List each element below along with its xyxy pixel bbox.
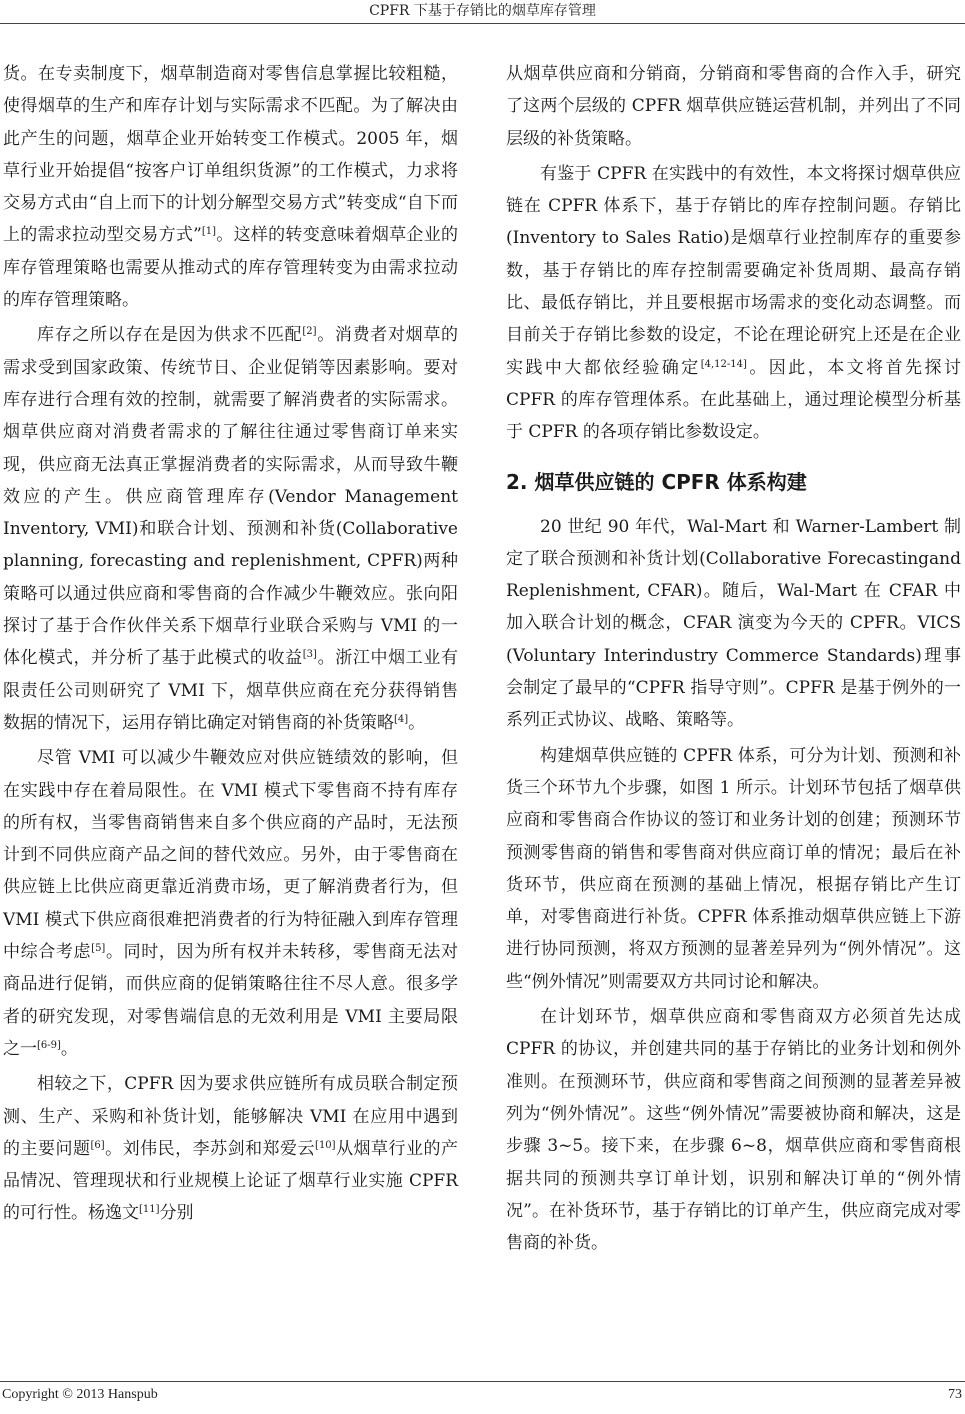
paragraph-vmi-limitations [3, 742, 458, 1065]
citation-ref: [4] [394, 713, 409, 725]
right-column [506, 58, 961, 1259]
citation-ref: [4,12-14] [700, 358, 747, 370]
citation-ref: [3] [302, 649, 317, 661]
paragraph-cpfr-framework [506, 740, 961, 998]
paragraph-text: 从烟草行业的产品情况、管理现状和行业规模上论证了烟草行业实施 CPFR 的可行性。杨逸文 [3, 1138, 459, 1224]
paragraph-text: 相较之下，CPFR 因为要求供应链所有成员联合制定预测、生产、采购和补货计划，能够解决 VMI 在应用中遇到的主要问题 [3, 1074, 458, 1159]
section-heading: 2. 烟草供应链的 CPFR 体系构建 [506, 469, 807, 494]
paragraph-continued-right [506, 58, 961, 155]
paragraph-text: 。 [408, 712, 426, 733]
paragraph-text: 货。在专卖制度下，烟草制造商对零售信息掌握比较粗糙，使得烟草的生产和库存计划与实际需求不匹配。为了解决由此产生的问题，烟草企业开始转变工作模式。2005 年，烟草行业开始提倡“按客户订单组织货源”的工作模式，力求将交易方式由“自上而下的计划分解型交易方式”转变成“自下而上的需求拉动型交易方式” [3, 64, 458, 246]
citation-ref: [2] [302, 326, 317, 338]
footer-rule [0, 1381, 965, 1382]
paragraph-text: 。这样的转变意味着烟草企业的库存管理策略也需要从推动式的库存管理转变为由需求拉动的库存管理策略。 [3, 225, 458, 311]
citation-ref: [6] [90, 1139, 105, 1151]
paragraph-cpfr-advantages [3, 1068, 458, 1229]
paragraph-text: 20 世纪 90 年代，Wal-Mart 和 Warner-Lambert 制定了联合预测和补货计划(Collaborative Forecastingand Replenishment, CFAR)。随后，Wal-Mart 在 CFAR 中加入联合计划的概念，CFAR 演变为今天的 CPFR。VICS (Voluntary Interindustry Commerce Standards)理事会制定了最早的“CPFR 指导守则”。CPFR 是基于例外的一系列正式协议、战略、策略等。 [506, 516, 961, 731]
header-rule [0, 23, 965, 24]
paragraph-inventory-mismatch [3, 319, 458, 739]
running-header-title: CPFR 下基于存销比的烟草库存管理 [369, 3, 596, 19]
citation-ref: [11] [139, 1204, 160, 1216]
paragraph-text: 尽管 VMI 可以减少牛鞭效应对供应链绩效的影响，但在实践中存在着局限性。在 VMI 模式下零售商不持有库存的所有权，当零售商销售来自多个供应商的产品时，无法预计到不同供应商产品之间的替代效应。另外，由于零售商在供应链上比供应商更靠近消费市场，更了解消费者行为，但 VMI 模式下供应商很难把消费者的行为特征融入到库存管理中综合考虑 [3, 748, 458, 963]
paragraph-text: 。浙江中烟工业有限责任公司则研究了 VMI 下，烟草供应商在充分获得销售数据的情况下，运用存销比确定对销售商的补货策略 [3, 648, 459, 733]
paragraph-text: 分别 [159, 1203, 194, 1224]
paragraph-continued [3, 58, 458, 316]
paragraph-text: 构建烟草供应链的 CPFR 体系，可分为计划、预测和补货三个环节九个步骤，如图 1 所示。计划环节包括了烟草供应商和零售商合作协议的签订和业务计划的创建；预测环节预测零售商的销售和零售商对供应商订单的情况；最后在补货环节，供应商在预测的基础上情况，根据存销比产生订单，对零售商进行补货。CPFR 体系推动烟草供应链上下游进行协同预测，将双方预测的显著差异列为“例外情况”。这些“例外情况”则需要双方共同讨论和解决。 [506, 745, 961, 992]
paragraph-text: 在计划环节，烟草供应商和零售商双方必须首先达成 CPFR 的协议，并创建共同的基于存销比的业务计划和例外准则。在预测环节，供应商和零售商之间预测的显著差异被列为“例外情况”。这些“例外情况”需要被协商和解决，这是步骤 3~5。接下来，在步骤 6~8，烟草供应商和零售商根据共同的预测共享订单计划，识别和解决订单的“例外情况”。在补货环节，基于存销比的订单产生，供应商完成对零售商的补货。 [506, 1007, 961, 1254]
citation-ref: [10] [315, 1139, 336, 1151]
paragraph-text: 。刘伟民，李苏剑和郑爱云 [104, 1138, 316, 1159]
paragraph-study-scope [506, 158, 961, 449]
citation-ref: [6-9] [37, 1039, 61, 1051]
paragraph-text: 库存之所以存在是因为供求不匹配 [37, 325, 303, 346]
page-number: 73 [948, 1387, 962, 1402]
citation-ref: [1] [201, 226, 216, 238]
left-column [3, 58, 458, 1230]
paragraph-text: 。同时，因为所有权并未转移，零售商无法对商品进行促销，而供应商的促销策略往往不尽人意。很多学者的研究发现，对零售端信息的无效利用是 VMI 主要局限之一 [3, 942, 459, 1059]
paragraph-text: 有鉴于 CPFR 在实践中的有效性，本文将探讨烟草供应链在 CPFR 体系下，基于存销比的库存控制问题。存销比(Inventory to Sales Ratio)是烟草行业控制库存的重要参数，基于存销比的库存控制需要确定补货周期、最高存销比、最低存销比，并且要根据市场需求的变化动态调整。而目前关于存销比参数的设定，不论在理论研究上还是在企业实践中大都依经验确定 [506, 163, 961, 378]
paragraph-cpfr-steps [506, 1001, 961, 1259]
paragraph-cpfr-history [506, 511, 961, 737]
paragraph-text: 。消费者对烟草的需求受到国家政策、传统节日、企业促销等因素影响。要对库存进行合理有效的控制，就需要了解消费者的实际需求。烟草供应商对消费者需求的了解往往通过零售商订单来实现，供应商无法真正掌握消费者的实际需求，从而导致牛鞭效应的产生。供应商管理库存(Vendor Management Inventory, VMI)和联合计划、预测和补货(Collaborative planning, forecasting and replenishment, CPFR)两种策略可以通过供应商和零售商的合作减少牛鞭效应。张向阳探讨了基于合作伙伴关系下烟草行业联合采购与 VMI 的一体化模式，并分析了基于此模式的收益 [3, 325, 459, 669]
paragraph-text: 。因此，本文将首先探讨 CPFR 的库存管理体系。在此基础上，通过理论模型分析基于 CPFR 的各项存销比参数设定。 [506, 357, 962, 443]
citation-ref: [5] [91, 943, 106, 955]
paragraph-text: 。 [60, 1038, 78, 1059]
copyright-notice: Copyright © 2013 Hanspub [2, 1387, 158, 1402]
paragraph-text: 从烟草供应商和分销商，分销商和零售商的合作入手，研究了这两个层级的 CPFR 烟草供应链运营机制，并列出了不同层级的补货策略。 [506, 64, 961, 149]
running-header [0, 0, 965, 22]
